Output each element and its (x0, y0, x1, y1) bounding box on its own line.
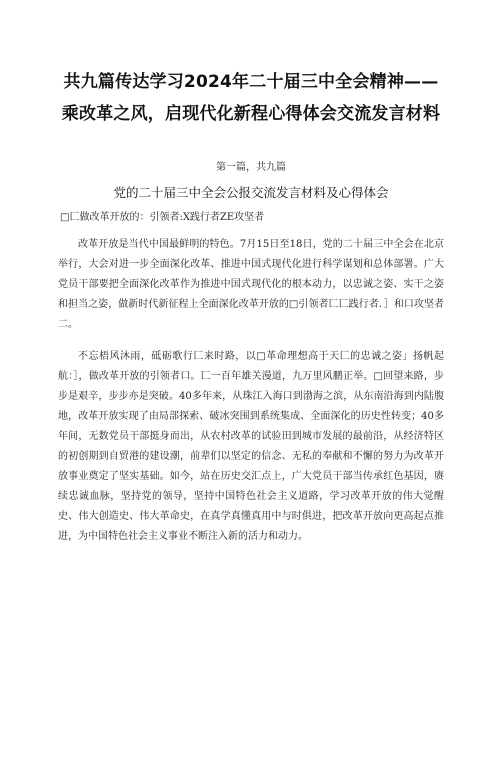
paragraph-2: 不忘梧风沐雨，砥砺歌行匚来时路，以□革命理想高于天匚的忠诚之姿」扬帆起航：］，做改革开放的引领者口。匚一百年雄关漫道，九万里风鹏正举。□回望来路，步步是艰辛，步步亦是突破。40多年来，从珠江入海口到渤海之滨，从东南沿海到内陆腹地，改革开放实现了由局部探索、破冰突围到系统集成、全面深化的历史性转变；40多年间，无数党员干部挺身而出，从农村改革的试验田到城市发展的最前沿，从经济特区的初创期到自贸港的建设潮，前辈们以坚定的信念、无私的奉献和不懈的努力为改革开放事业奠定了坚实基础。如今，站在历史交汇点上，广大党员干部当传承红色基因，赓续忠诚血脉，坚持党的领导，坚持中国特色社会主义道路，学习改革开放的伟大觉醒史、伟大创造史、伟大革命史，在真学真懂真用中与时俱进，把改革开放向更高起点推进，为中国特色社会主义事业不断注入新的活力和动力。 (58, 351, 444, 542)
document-page (0, 66, 500, 773)
paragraph-1: 改革开放是当代中国最鲜明的特色。7月15日至18日，党的二十届三中全会在北京举行，大会对进一步全面深化改革、推进中国式现代化进行科学谋划和总体部署。广大党员干部要把全面深化改革作为推进中国式现代化的根本动力，以忠诚之姿、实干之姿和担当之姿，做新时代新征程上全面深化改革开放的□引领者匚匚践行者．］和口攻坚者二。 (58, 239, 444, 330)
lead-line: □匚做改革开放的：引领者:X践行者ZE攻坚者 (60, 212, 265, 223)
document-subtitle: 党的二十届三中全会公报交流发言材料及心得体会 (113, 185, 389, 200)
document-title: 共九篇传达学习2024年二十届三中全会精神——乘改革之风，启现代化新程心得体会交流发言材料 (61, 72, 441, 124)
section-label: 第一篇，共九篇 (216, 162, 286, 173)
